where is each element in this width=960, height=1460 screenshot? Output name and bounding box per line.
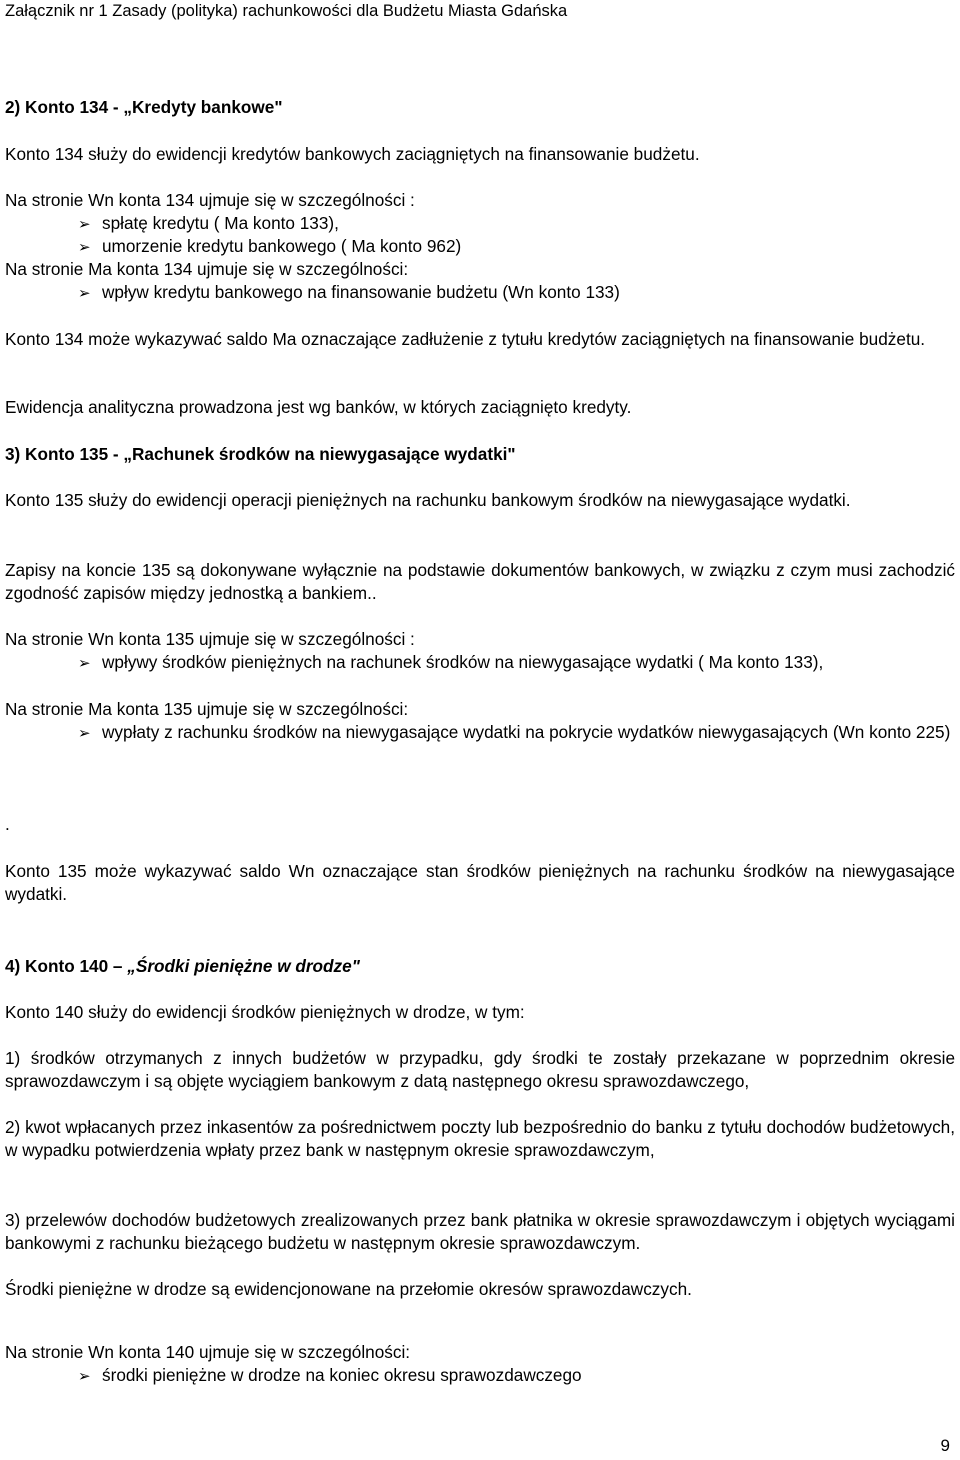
s4-item-1: 1) środków otrzymanych z innych budżetów w przypadku, gdy środki te zostały przekazane w poprzednim okresie sprawozdawczym i są objęte wyciągiem bankowym z datą następnego okresu sprawozdawczego, [5,1048,955,1091]
list-item: ➢ wpływ kredytu bankowego na finansowanie budżetu (Wn konto 133) [78,281,958,305]
s3-wn-intro: Na stronie Wn konta 135 ujmuje się w szczególności : [5,629,415,649]
s2-ma-intro: Na stronie Ma konta 134 ujmuje się w szczególności: [5,259,409,279]
list-item: ➢ wypłaty z rachunku środków na niewygasające wydatki na pokrycie wydatków niewygasających (Wn konto 225) [78,721,960,745]
arrow-bullet-icon: ➢ [78,216,91,233]
s3-paragraph-3: Konto 135 może wykazywać saldo Wn oznaczające stan środków pieniężnych na rachunku środków na niewygasające wydatki. [5,861,955,904]
s4-wn-intro: Na stronie Wn konta 140 ujmuje się w szczególności: [5,1342,411,1362]
s3-paragraph-1: Konto 135 służy do ewidencji operacji pieniężnych na rachunku bankowym środków na niewygasające wydatki. [5,490,851,510]
s2-paragraph-2: Konto 134 może wykazywać saldo Ma oznaczające zadłużenie z tytułu kredytów zaciągniętych na finansowanie budżetu. [5,329,926,349]
s2-paragraph-1: Konto 134 służy do ewidencji kredytów bankowych zaciągniętych na finansowanie budżetu. [5,144,700,164]
s4-paragraph-2: Środki pieniężne w drodze są ewidencjonowane na przełomie okresów sprawozdawczych. [5,1279,692,1299]
arrow-bullet-icon: ➢ [78,285,91,302]
s3-paragraph-2: Zapisy na koncie 135 są dokonywane wyłącznie na podstawie dokumentów bankowych, w związku z czym musi zachodzić zgodność zapisów między jednostką a bankiem.. [5,560,955,603]
section-3-title: 3) Konto 135 - „Rachunek środków na niewygasające wydatki" [5,444,516,464]
list-item: ➢ środki pieniężne w drodze na koniec okresu sprawozdawczego [78,1364,958,1388]
arrow-bullet-icon: ➢ [78,239,91,256]
list-item: ➢ umorzenie kredytu bankowego ( Ma konto 962) [78,235,958,259]
s2-paragraph-3: Ewidencja analityczna prowadzona jest wg banków, w których zaciągnięto kredyty. [5,397,632,417]
s4-item-2: 2) kwot wpłacanych przez inkasentów za pośrednictwem poczty lub bezpośrednio do banku z tytułu dochodów budżetowych, w wypadku potwierdzenia wpłaty przez bank w następnym okresie sprawozdawczym, [5,1117,955,1160]
section-2-title: 2) Konto 134 - „Kredyty bankowe" [5,97,283,117]
s4-item-3: 3) przelewów dochodów budżetowych zrealizowanych przez bank płatnika w okresie sprawozdawczym i objętych wyciągami bankowymi z rachunku bieżącego budżetu w następnym okresie sprawozdawczym. [5,1210,955,1253]
list-item: ➢ spłatę kredytu ( Ma konto 133), [78,212,958,236]
stray-dot: . [5,814,10,834]
s2-wn-intro: Na stronie Wn konta 134 ujmuje się w szczególności : [5,190,415,210]
s3-ma-intro: Na stronie Ma konta 135 ujmuje się w szczególności: [5,699,409,719]
page-number: 9 [940,1436,950,1455]
arrow-bullet-icon: ➢ [78,725,91,742]
list-item: ➢ wpływy środków pieniężnych na rachunek środków na niewygasające wydatki ( Ma konto 133), [78,651,958,675]
arrow-bullet-icon: ➢ [78,655,91,672]
s4-paragraph-1: Konto 140 służy do ewidencji środków pieniężnych w drodze, w tym: [5,1002,525,1022]
arrow-bullet-icon: ➢ [78,1368,91,1385]
section-4-title: 4) Konto 140 – „Środki pieniężne w drodze" [5,956,360,976]
page-header: Załącznik nr 1 Zasady (polityka) rachunkowości dla Budżetu Miasta Gdańska [5,2,568,20]
